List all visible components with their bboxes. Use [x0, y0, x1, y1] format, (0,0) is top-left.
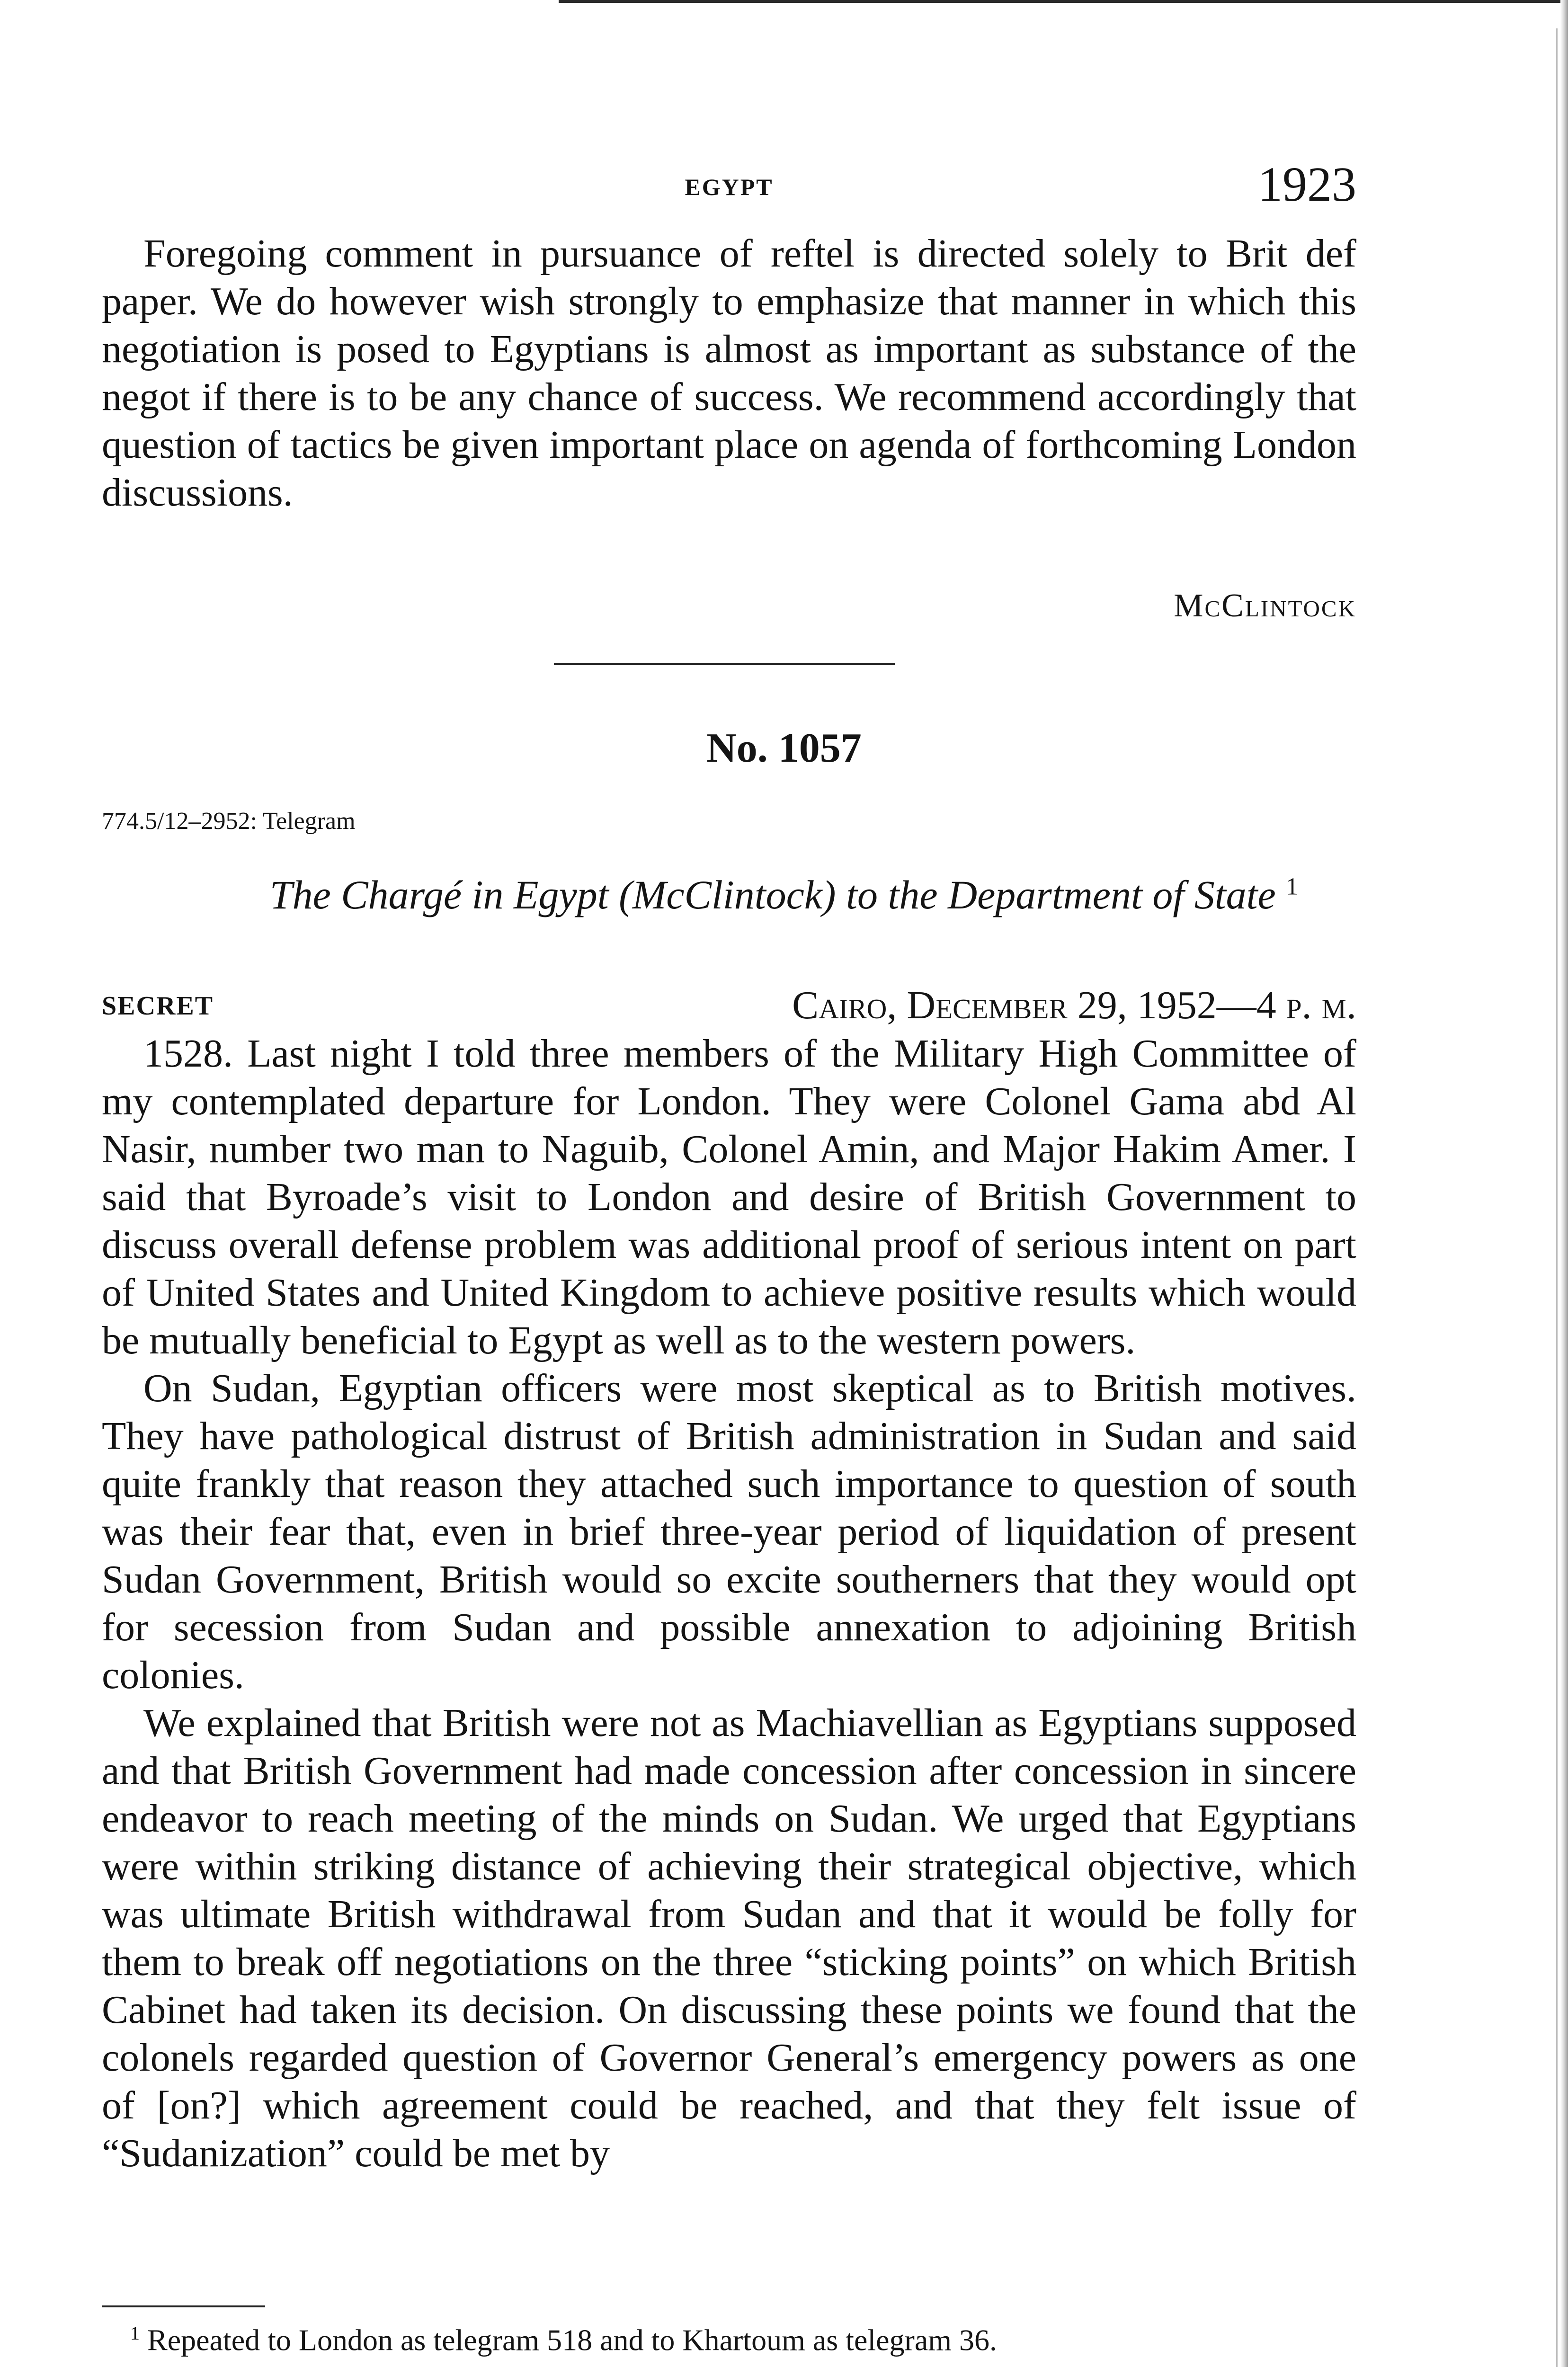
footnote-number: 1: [130, 2323, 140, 2344]
dateline-text: Cairo, December 29, 1952—4 p. m.: [792, 983, 1356, 1027]
footnote-text: Repeated to London as telegram 518 and to Khartoum as telegram 36.: [147, 2323, 998, 2357]
page-header: [102, 156, 1356, 227]
footnote: [102, 2322, 1356, 2358]
dateline-row: [102, 982, 1356, 1030]
body-paragraph: On Sudan, Egyptian officers were most skeptical as to British motives. They have pathological distrust of British administration in Sudan and said quite frankly that reason they attached such importance to question of south was their fear that, even in brief three-year period of liquidation of present Sudan Government, British would so excite southerners that they would opt for secession from Sudan and possible annexation to adjoining British colonies.: [102, 1366, 1356, 1697]
dateline: [792, 982, 1356, 1028]
running-head: EGYPT: [685, 174, 774, 200]
footnote-marker: 1: [1286, 873, 1299, 900]
page-edge-shadow: [1560, 0, 1568, 2367]
signature: [1174, 587, 1356, 625]
page-number: 1923: [1258, 157, 1356, 212]
document-title-text: The Chargé in Egypt (McClintock) to the Department of State: [269, 872, 1276, 917]
file-reference: 774.5/12–2952: Telegram: [102, 808, 356, 835]
page-edge-line: [1556, 28, 1558, 2367]
telegram-body: [102, 1030, 1356, 2177]
section-separator: [554, 663, 895, 665]
top-edge-rule: [559, 0, 1568, 3]
signature-text: McClintock: [1174, 587, 1356, 624]
continued-paragraph: Foregoing comment in pursuance of reftel is directed solely to Brit def paper. We do however wish strongly to emphasize that manner in which this negotiation is posed to Egyptians is almost as important as substance of the negot if there is to be any chance of success. We recommend accordingly that question of tactics be given important place on agenda of forthcoming London discussions.: [102, 231, 1356, 515]
body-paragraph: We explained that British were not as Machiavellian as Egyptians supposed and that British Government had made concession after concession in sincere endeavor to reach meeting of the minds on Sudan. We urged that Egyptians were within striking distance of achieving their strategical objective, which was ultimate British withdrawal from Sudan and that it would be folly for them to break off negotiations on the three “sticking points” on which British Cabinet had taken its decision. On discussing these points we found that the colonels regarded question of Governor General’s emergency powers as one of [on?] which agreement could be reached, and that they felt issue of “Sudanization” could be met by: [102, 1701, 1356, 2175]
document-number: No. 1057: [706, 725, 862, 771]
footnote-rule: [102, 2305, 265, 2307]
document-title: [0, 871, 1568, 918]
body-paragraph: 1528. Last night I told three members of the Military High Committee of my contemplated departure for London. They were Colonel Gama abd Al Nasir, number two man to Naguib, Colonel Amin, and Major Hakim Amer. I said that Byroade’s visit to London and desire of British Government to discuss overall defense problem was additional proof of serious intent on part of United States and United Kingdom to achieve positive results which would be mutually beneficial to Egypt as well as to the western powers.: [102, 1032, 1356, 1362]
classification-label: SECRET: [102, 991, 214, 1021]
